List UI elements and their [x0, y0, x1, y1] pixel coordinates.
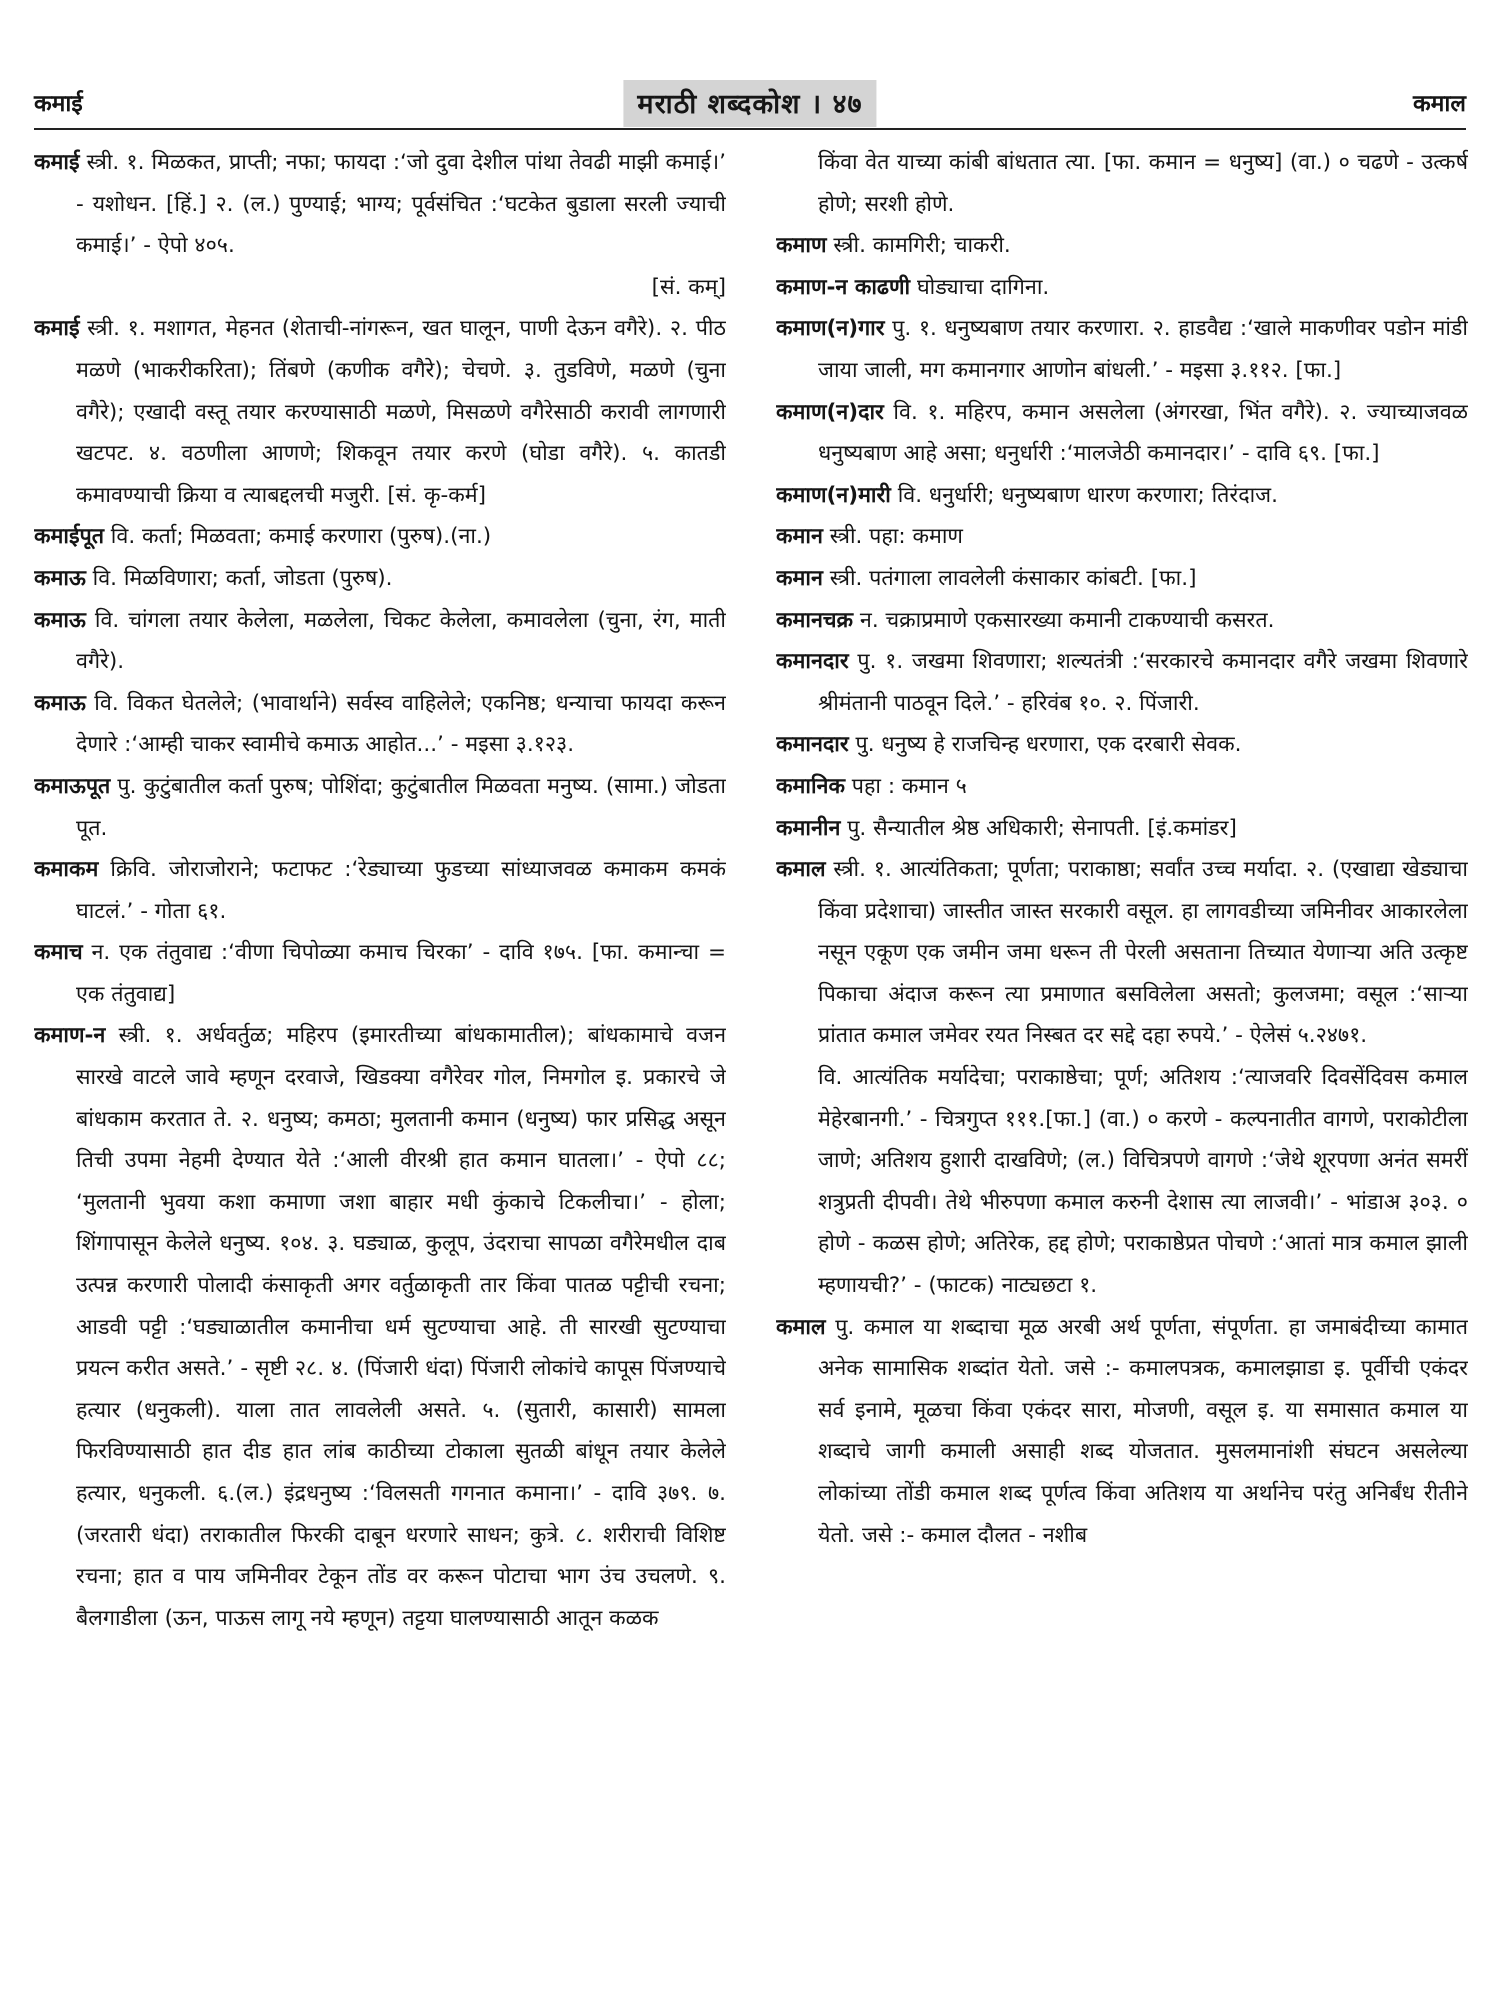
page-title: मराठी शब्दकोश । ४७ [623, 80, 876, 127]
entry-definition: पु. १. धनुष्यबाण तयार करणारा. २. हाडवैद्य :‘खाले माकणीवर पडोन मांडी जाया जाली, मग कमानगार आणोन बांधली.’ - मइसा ३.११२. [फा.] [818, 316, 1468, 383]
dictionary-entry [776, 475, 1468, 517]
entry-headword: कमान [776, 565, 823, 591]
dictionary-entry [776, 766, 1468, 808]
dictionary-entry [776, 808, 1468, 850]
dictionary-entry [34, 932, 726, 1015]
entry-headword: कमाण-न काढणी [776, 274, 911, 300]
entry-headword: कमाई [34, 150, 80, 175]
entry-definition: किंवा वेत याच्या कांबी बांधतात त्या. [फा. कमान = धनुष्य] (वा.) ० चढणे - उत्कर्ष होणे; सरशी होणे. [818, 150, 1468, 217]
entry-definition: वि. कर्ता; मिळवता; कमाई करणारा (पुरुष).(ना.) [103, 524, 492, 550]
entry-continuation [776, 142, 1468, 225]
dictionary-entry [776, 1307, 1468, 1557]
entry-definition: पु. कुटुंबातील कर्ता पुरुष; पोशिंदा; कुटुंबातील मिळवता मनुष्य. (सामा.) जोडता पूत. [76, 773, 726, 841]
entry-definition: घोड्याचा दागिना. [910, 274, 1050, 300]
entry-definition: न. एक तंतुवाद्य :‘वीणा चिपोळ्या कमाच चिरका’ - दावि १७५. [फा. कमान्चा = एक तंतुवाद्य] [76, 940, 726, 1007]
entry-definition: वि. मिळविणारा; कर्ता, जोडता (पुरुष). [85, 565, 393, 591]
entry-definition: पु. १. जखमा शिवणारा; शल्यतंत्री :‘सरकारचे कमानदार वगैरे जखमा शिवणारे श्रीमंतानी पाठवून दिले.’ - हरिवंब १०. २. पिंजारी. [818, 649, 1468, 716]
entry-definition: पु. कमाल या शब्दाचा मूळ अरबी अर्थ पूर्णता, संपूर्णता. हा जमाबंदीच्या कामात अनेक सामासिक शब्दांत येतो. जसे :- कमालपत्रक, कमालझाडा इ. पूर्वीची एकंदर सर्व इनामे, मूळचा किंवा एकंदर सारा, मोजणी, वसूल इ. या समासात कमाल या शब्दाचे जागी कमाली असाही शब्द योजतात. मुसलमानांशी संघटन असलेल्या लोकांच्या तोंडी कमाल शब्द पूर्णत्व किंवा अतिशय या अर्थानेच परंतु अनिर्बंध रीतीने येतो. जसे :- कमाल दौलत - नशीब [818, 1314, 1468, 1548]
dictionary-entry [34, 766, 726, 849]
entry-definition: स्त्री. १. अर्धवर्तुळ; महिरप (इमारतीच्या बांधकामातील); बांधकामाचे वजन सारखे वाटले जावे म्हणून दरवाजे, खिडक्या वगैरेवर गोल, निमगोल इ. प्रकारचे जे बांधकाम करतात ते. २. धनुष्य; कमठा; मुलतानी कमान (धनुष्य) फार प्रसिद्ध असून तिची उपमा नेहमी देण्यात येते :‘आली वीरश्री हात कमान घातला।’ - ऐपो ८८; ‘मुलतानी भुवया कशा कमाणा जशा बाहार मधी कुंकाचे टिकलीचा।’ - होला; शिंगापासून केलेले धनुष्य. १०४. ३. घड्याळ, कुलूप, उंदराचा सापळा वगैरेमधील दाब उत्पन्न करणारी पोलादी कंसाकृती अगर वर्तुळाकृती तार किंवा पातळ पट्टीची रचना; आडवी पट्टी :‘घड्याळातील कमानीचा धर्म सुटण्याचा आहे. ती सारखी सुटण्याचा प्रयत्न करीत असते.’ - सृष्टी २८. ४. (पिंजारी धंदा) पिंजारी लोकांचे कापूस पिंजण्याचे हत्यार (धनुकली). याला तात लावलेली असते. ५. (सुतारी, कासारी) सामला फिरविण्यासाठी हात दीड हात लांब काठीच्या टोकाला सुतळी बांधून तयार केलेले हत्यार, धनुकली. ६.(ल.) इंद्रधनुष्य :‘विलसती गगनात कमाना।’ - दावि ३७९. ७. (जरतारी धंदा) तराकातील फिरकी दाबून धरणारे साधन; कुत्रे. ८. शरीराची विशिष्ट रचना; हात व पाय जमिनीवर टेकून तोंड वर करून पोटाचा भाग उंच उचलणे. ९. बैलगाडीला (ऊन, पाऊस लागू नये म्हणून) तट्टया घालण्यासाठी आतून कळक [76, 1023, 726, 1631]
dictionary-entry [34, 600, 726, 683]
entry-definition: पु. सैन्यातील श्रेष्ठ अधिकारी; सेनापती. [इं.कमांडर] [840, 815, 1237, 841]
entry-definition: स्त्री. १. आत्यंतिकता; पूर्णता; पराकाष्ठा; सर्वांत उच्च मर्यादा. २. (एखाद्या खेड्याचा किंवा प्रदेशाचा) जास्तीत जास्त सरकारी वसूल. हा लागवडीच्या जमिनीवर आकारलेला नसून एकूण एक जमीन जमा धरून ती पेरली असताना तिच्यात येणाऱ्या अति उत्कृष्ट पिकाचा अंदाज करून त्या प्रमाणात बसविलेला असतो; कुलजमा; वसूल :‘साऱ्या प्रांतात कमाल जमेवर रयत निस्बत दर सद्दे दहा रुपये.’ - ऐलेसं ५.२४७१. [818, 857, 1468, 1049]
entry-headword: कमाल [776, 857, 826, 883]
left-guide-word: कमाई [34, 91, 83, 117]
entry-definition: स्त्री. १. मिळकत, प्राप्ती; नफा; फायदा :‘जो दुवा देशील पांथा तेवढी माझी कमाई।’ - यशोधन. [हिं.] २. (ल.) पुण्याई; भाग्य; पूर्वसंचित :‘घटकेत बुडाला सरली ज्याची कमाई।’ - ऐपो ४०५. [76, 150, 726, 259]
dictionary-entry [776, 600, 1468, 642]
entry-definition: वि. धनुर्धारी; धनुष्यबाण धारण करणारा; तिरंदाज. [890, 482, 1278, 508]
entry-definition: स्त्री. १. मशागत, मेहनत (शेताची-नांगरून, खत घालून, पाणी देऊन वगैरे). २. पीठ मळणे (भाकरीकरिता); तिंबणे (कणीक वगैरे); चेचणे. ३. तुडविणे, मळणे (चुना वगैरे); एखादी वस्तू तयार करण्यासाठी मळणे, मिसळणे वगैरेसाठी करावी लागणारी खटपट. ४. वठणीला आणणे; शिकवून तयार करणे (घोडा वगैरे). ५. कातडी कमावण्याची क्रिया व त्याबद्दलची मजुरी. [सं. कृ-कर्म] [76, 316, 726, 508]
dictionary-entry [776, 392, 1468, 475]
entry-definition: न. चक्राप्रमाणे एकसारख्या कमानी टाकण्याची कसरत. [853, 607, 1275, 633]
dictionary-entry [776, 267, 1468, 309]
dictionary-entry [34, 142, 726, 267]
entry-headword: कमाल [776, 1314, 826, 1340]
entry-continuation [776, 1057, 1468, 1307]
entry-headword: कमानिक [776, 773, 845, 799]
entry-definition: पु. धनुष्य हे राजचिन्ह धरणारा, एक दरबारी सेवक. [848, 732, 1242, 758]
entry-definition: स्त्री. पहा: कमाण [822, 524, 963, 550]
header-rule [34, 128, 1466, 130]
dictionary-entry [776, 849, 1468, 1057]
dictionary-entry [34, 1015, 726, 1639]
entry-definition: स्त्री. पतंगाला लावलेली कंसाकार कांबटी. [फा.] [822, 565, 1197, 591]
dictionary-entry [776, 308, 1468, 391]
entry-headword: कमाऊ [34, 565, 86, 591]
entry-headword: कमानचक्र [776, 607, 854, 633]
dictionary-entry [34, 849, 726, 932]
entry-headword: कमाऊ [34, 607, 86, 633]
entry-definition: वि. चांगला तयार केलेला, मळलेला, चिकट केलेला, कमावलेला (चुना, रंग, माती वगैरे). [76, 607, 726, 675]
entry-headword: कमानदार [776, 732, 849, 758]
entry-definition: स्त्री. कामगिरी; चाकरी. [826, 233, 1011, 259]
entry-source-note [34, 267, 726, 309]
entry-headword: कमानीन [776, 815, 841, 841]
dictionary-entry [34, 558, 726, 600]
entry-headword: कमाच [34, 940, 83, 966]
entry-headword: कमानदार [776, 649, 849, 675]
entry-headword: कमाण(न)दार [776, 399, 884, 425]
entry-definition: क्रिवि. जोराजोराने; फटाफट :‘रेड्याच्या फुडच्या सांध्याजवळ कमाकम कमकं घाटलं.’ - गोता ६१. [76, 857, 726, 924]
dictionary-entry [776, 641, 1468, 724]
right-column [776, 142, 1468, 1982]
dictionary-entry [776, 225, 1468, 267]
entry-headword: कमाण(न)गार [776, 316, 885, 342]
dictionary-entry [34, 516, 726, 558]
entry-definition: पहा : कमान ५ [844, 773, 967, 799]
dictionary-entry [34, 308, 726, 516]
entry-headword: कमाईपूत [34, 524, 104, 550]
dictionary-entry [776, 516, 1468, 558]
entry-definition: वि. आत्यंतिक मर्यादेचा; पराकाष्ठेचा; पूर्ण; अतिशय :‘त्याजवरि दिवसेंदिवस कमाल मेहेरबानगी.’ - चित्रगुप्त १११.[फा.] (वा.) ० करणे - कल्पनातीत वागणे, पराकोटीला जाणे; अतिशय हुशारी दाखविणे; (ल.) विचित्रपणे वागणे :‘जेथे शूरपणा अनंत समरीं शत्रुप्रती दीपवी। तेथे भीरुपणा कमाल करुनी देशास त्या लाजवी।’ - भांडाअ ३०३. ० होणे - कळस होणे; अतिरेक, हद्द होणे; पराकाष्ठेप्रत पोचणे :‘आतां मात्र कमाल झाली म्हणायची?’ - (फाटक) नाट्यछटा १. [818, 1065, 1468, 1299]
entry-headword: कमाण(न)मारी [776, 482, 891, 508]
entry-definition: वि. विकत घेतलेले; (भावार्थाने) सर्वस्व वाहिलेले; एकनिष्ठ; धन्याचा फायदा करून देणारे :‘आम्ही चाकर स्वामीचे कमाऊ आहोत...’ - मइसा ३.१२३. [76, 690, 726, 758]
entry-headword: कमाई [34, 316, 80, 342]
entry-definition: [सं. कम्] [651, 274, 726, 300]
dictionary-entry [776, 558, 1468, 600]
entry-headword: कमाऊ [34, 690, 86, 716]
entry-headword: कमान [776, 524, 823, 550]
entry-headword: कमाकम [34, 857, 99, 883]
page-header [34, 80, 1466, 130]
entry-headword: कमाऊपूत [34, 773, 111, 799]
right-guide-word: कमाल [1413, 91, 1466, 117]
dictionary-entry [776, 724, 1468, 766]
left-column [34, 142, 726, 1982]
entry-definition: वि. १. महिरप, कमान असलेला (अंगरखा, भिंत वगैरे). २. ज्याच्याजवळ धनुष्यबाण आहे असा; धनुर्धारी :‘मालजेठी कमानदार।’ - दावि ६९. [फा.] [818, 399, 1468, 467]
entry-headword: कमाण [776, 233, 827, 259]
entry-headword: कमाण-न [34, 1023, 106, 1049]
dictionary-entry [34, 683, 726, 766]
